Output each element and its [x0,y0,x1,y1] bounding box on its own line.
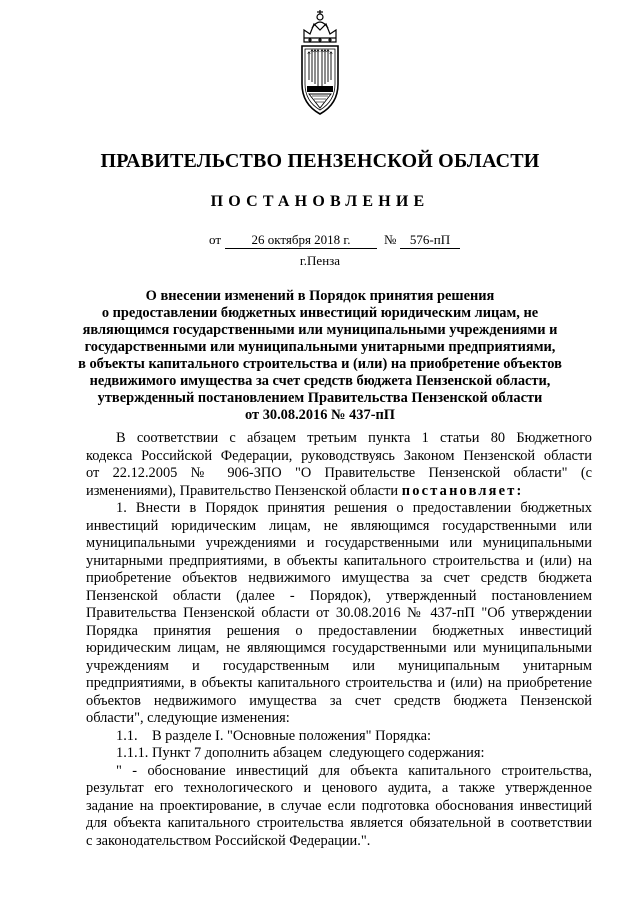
subject-line: являющимся государственными или муниципальными учреждениями и [82,322,558,338]
preamble-text: изменениями), Правительство Пензенской области [86,482,402,499]
subject-line: в объекты капитального строительства и (или) на приобретение объектов [78,356,562,372]
body-line: от 22.12.2005 № 906-ЗПО "О Правительстве Пензенской области" (с [86,465,592,481]
subject-line: О внесении изменений в Порядок принятия решения [145,288,495,304]
subject-line: утвержденный постановлением Правительства Пензенской области [97,390,543,406]
subject-line: от 30.08.2016 № 437-пП [245,407,395,423]
subject-line: государственными или муниципальными унитарными предприятиями, [84,339,556,355]
body-line: 1.1.1. Пункт 7 дополнить абзацем следующего содержания: [116,745,485,761]
date-prefix: от [209,232,222,247]
date-number-line [0,232,640,250]
body-line: Пензенской области (далее - Порядок), утвержденный постановлением [86,587,592,604]
body-line: унитарными предприятиями, в объекты капитального строительства и (или) на [86,552,592,569]
body-line [86,483,592,501]
body-line: области", следующие изменения: [86,710,290,726]
subject-line: о предоставлении бюджетных инвестиций юридическим лицам, не [101,305,539,321]
body-line: юридическим лицам, не являющимся государственными или муниципальными [86,640,592,656]
document-body [86,430,592,850]
body-line: учреждениям и государственным или муниципальным унитарным [86,657,592,674]
body-line: задание на проектирование, в случае если подготовка обоснования инвестиций [86,797,592,814]
document-number: 576-пП [400,232,460,249]
body-line: предприятиями, в объекты капитального строительства и (или) на приобретение [86,675,592,691]
decree-word: постановляет: [401,482,524,499]
body-line: 1.1. В разделе I. "Основные положения" Порядка: [116,727,431,744]
body-line: с законодательством Российской Федерации.". [86,832,371,849]
subject-line: недвижимого имущества за счет средств бюджета Пензенской области, [89,373,551,389]
body-line: " - обоснование инвестиций для объекта капитального строительства, [116,762,592,779]
document-subject [60,288,580,424]
document-type: ПОСТАНОВЛЕНИЕ [210,193,430,210]
body-line: В соответствии с абзацем третьим пункта 1 статьи 80 Бюджетного [116,430,592,446]
coat-of-arms-icon [290,8,350,120]
body-line: инвестиций юридическим лицам, не являющимся государственными или [86,517,592,534]
document-date: 26 октября 2018 г. [225,232,377,249]
body-line: для объекта капитального строительства является обязательной в соответствии [86,815,592,831]
number-sign: № [384,232,397,247]
body-line: результат его технологического и ценового аудита, а также утвержденное [86,780,592,796]
city: г.Пенза [299,253,341,268]
body-line: 1. Внести в Порядок принятия решения о предоставлении бюджетных [116,500,592,516]
body-line: муниципальными учреждениями и государственными или муниципальными [86,535,592,551]
body-line: кодекса Российской Федерации, руководствуясь Законом Пензенской области [86,447,592,464]
government-title: ПРАВИТЕЛЬСТВО ПЕНЗЕНСКОЙ ОБЛАСТИ [100,150,540,172]
body-line: Правительства Пензенской области от 30.08.2016 № 437-пП "Об утверждении [86,605,592,621]
body-line: объектов недвижимого имущества за счет средств бюджета Пензенской [86,692,592,709]
body-line: приобретение объектов недвижимого имущества за счет средств бюджета [86,570,592,586]
body-line: Порядка принятия решения о предоставлении бюджетных инвестиций [86,622,592,639]
